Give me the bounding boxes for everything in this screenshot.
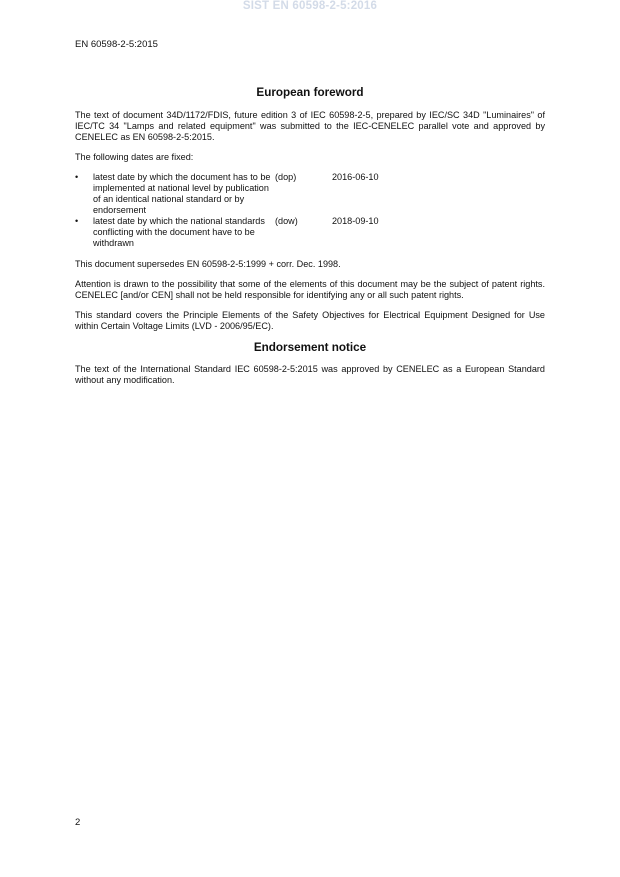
endorsement-text: The text of the International Standard IEC 60598-2-5:2015 was approved by CENELEC as a European Standard without any modification. bbox=[75, 364, 545, 385]
date-code: (dow) bbox=[275, 216, 298, 226]
bullet: • bbox=[75, 216, 79, 226]
dates-list bbox=[75, 172, 545, 249]
lvd-note: This standard covers the Principle Elements of the Safety Objectives for Electrical Equipment Designed for Use within Certain Voltage Limits (LVD - 2006/95/EC). bbox=[75, 310, 545, 331]
page-content bbox=[75, 86, 545, 395]
date-item-dop bbox=[75, 172, 545, 216]
date-description: latest date by which the document has to be implemented at national level by publication of an identical national standard or by endorsement bbox=[93, 172, 271, 215]
bullet: • bbox=[75, 172, 79, 182]
foreword-title: European foreword bbox=[256, 86, 364, 99]
date-code: (dop) bbox=[275, 172, 297, 182]
watermark: SIST EN 60598-2-5:2016 bbox=[242, 0, 378, 12]
running-header: EN 60598-2-5:2015 bbox=[75, 39, 158, 50]
endorsement-title: Endorsement notice bbox=[253, 341, 367, 354]
dates-intro: The following dates are fixed: bbox=[75, 152, 194, 162]
foreword-intro: The text of document 34D/1172/FDIS, future edition 3 of IEC 60598-2-5, prepared by IEC/SC 34D "Luminaires" of IEC/TC 34 "Lamps and related equipment" was submitted to the IEC-CENELEC parallel vote and approved by CENELEC as EN 60598-2-5:2015. bbox=[75, 110, 545, 142]
date-value: 2018-09-10 bbox=[332, 216, 379, 226]
supersedes-note: This document supersedes EN 60598-2-5:1999 + corr. Dec. 1998. bbox=[75, 259, 341, 269]
date-value: 2016-06-10 bbox=[332, 172, 379, 182]
date-description: latest date by which the national standards conflicting with the document have to be withdrawn bbox=[93, 216, 265, 248]
patent-notice: Attention is drawn to the possibility that some of the elements of this document may be the subject of patent rights. CENELEC [and/or CEN] shall not be held responsible for identifying any or all such patent rights. bbox=[75, 279, 545, 300]
page-number: 2 bbox=[75, 817, 81, 828]
date-item-dow bbox=[75, 216, 545, 249]
